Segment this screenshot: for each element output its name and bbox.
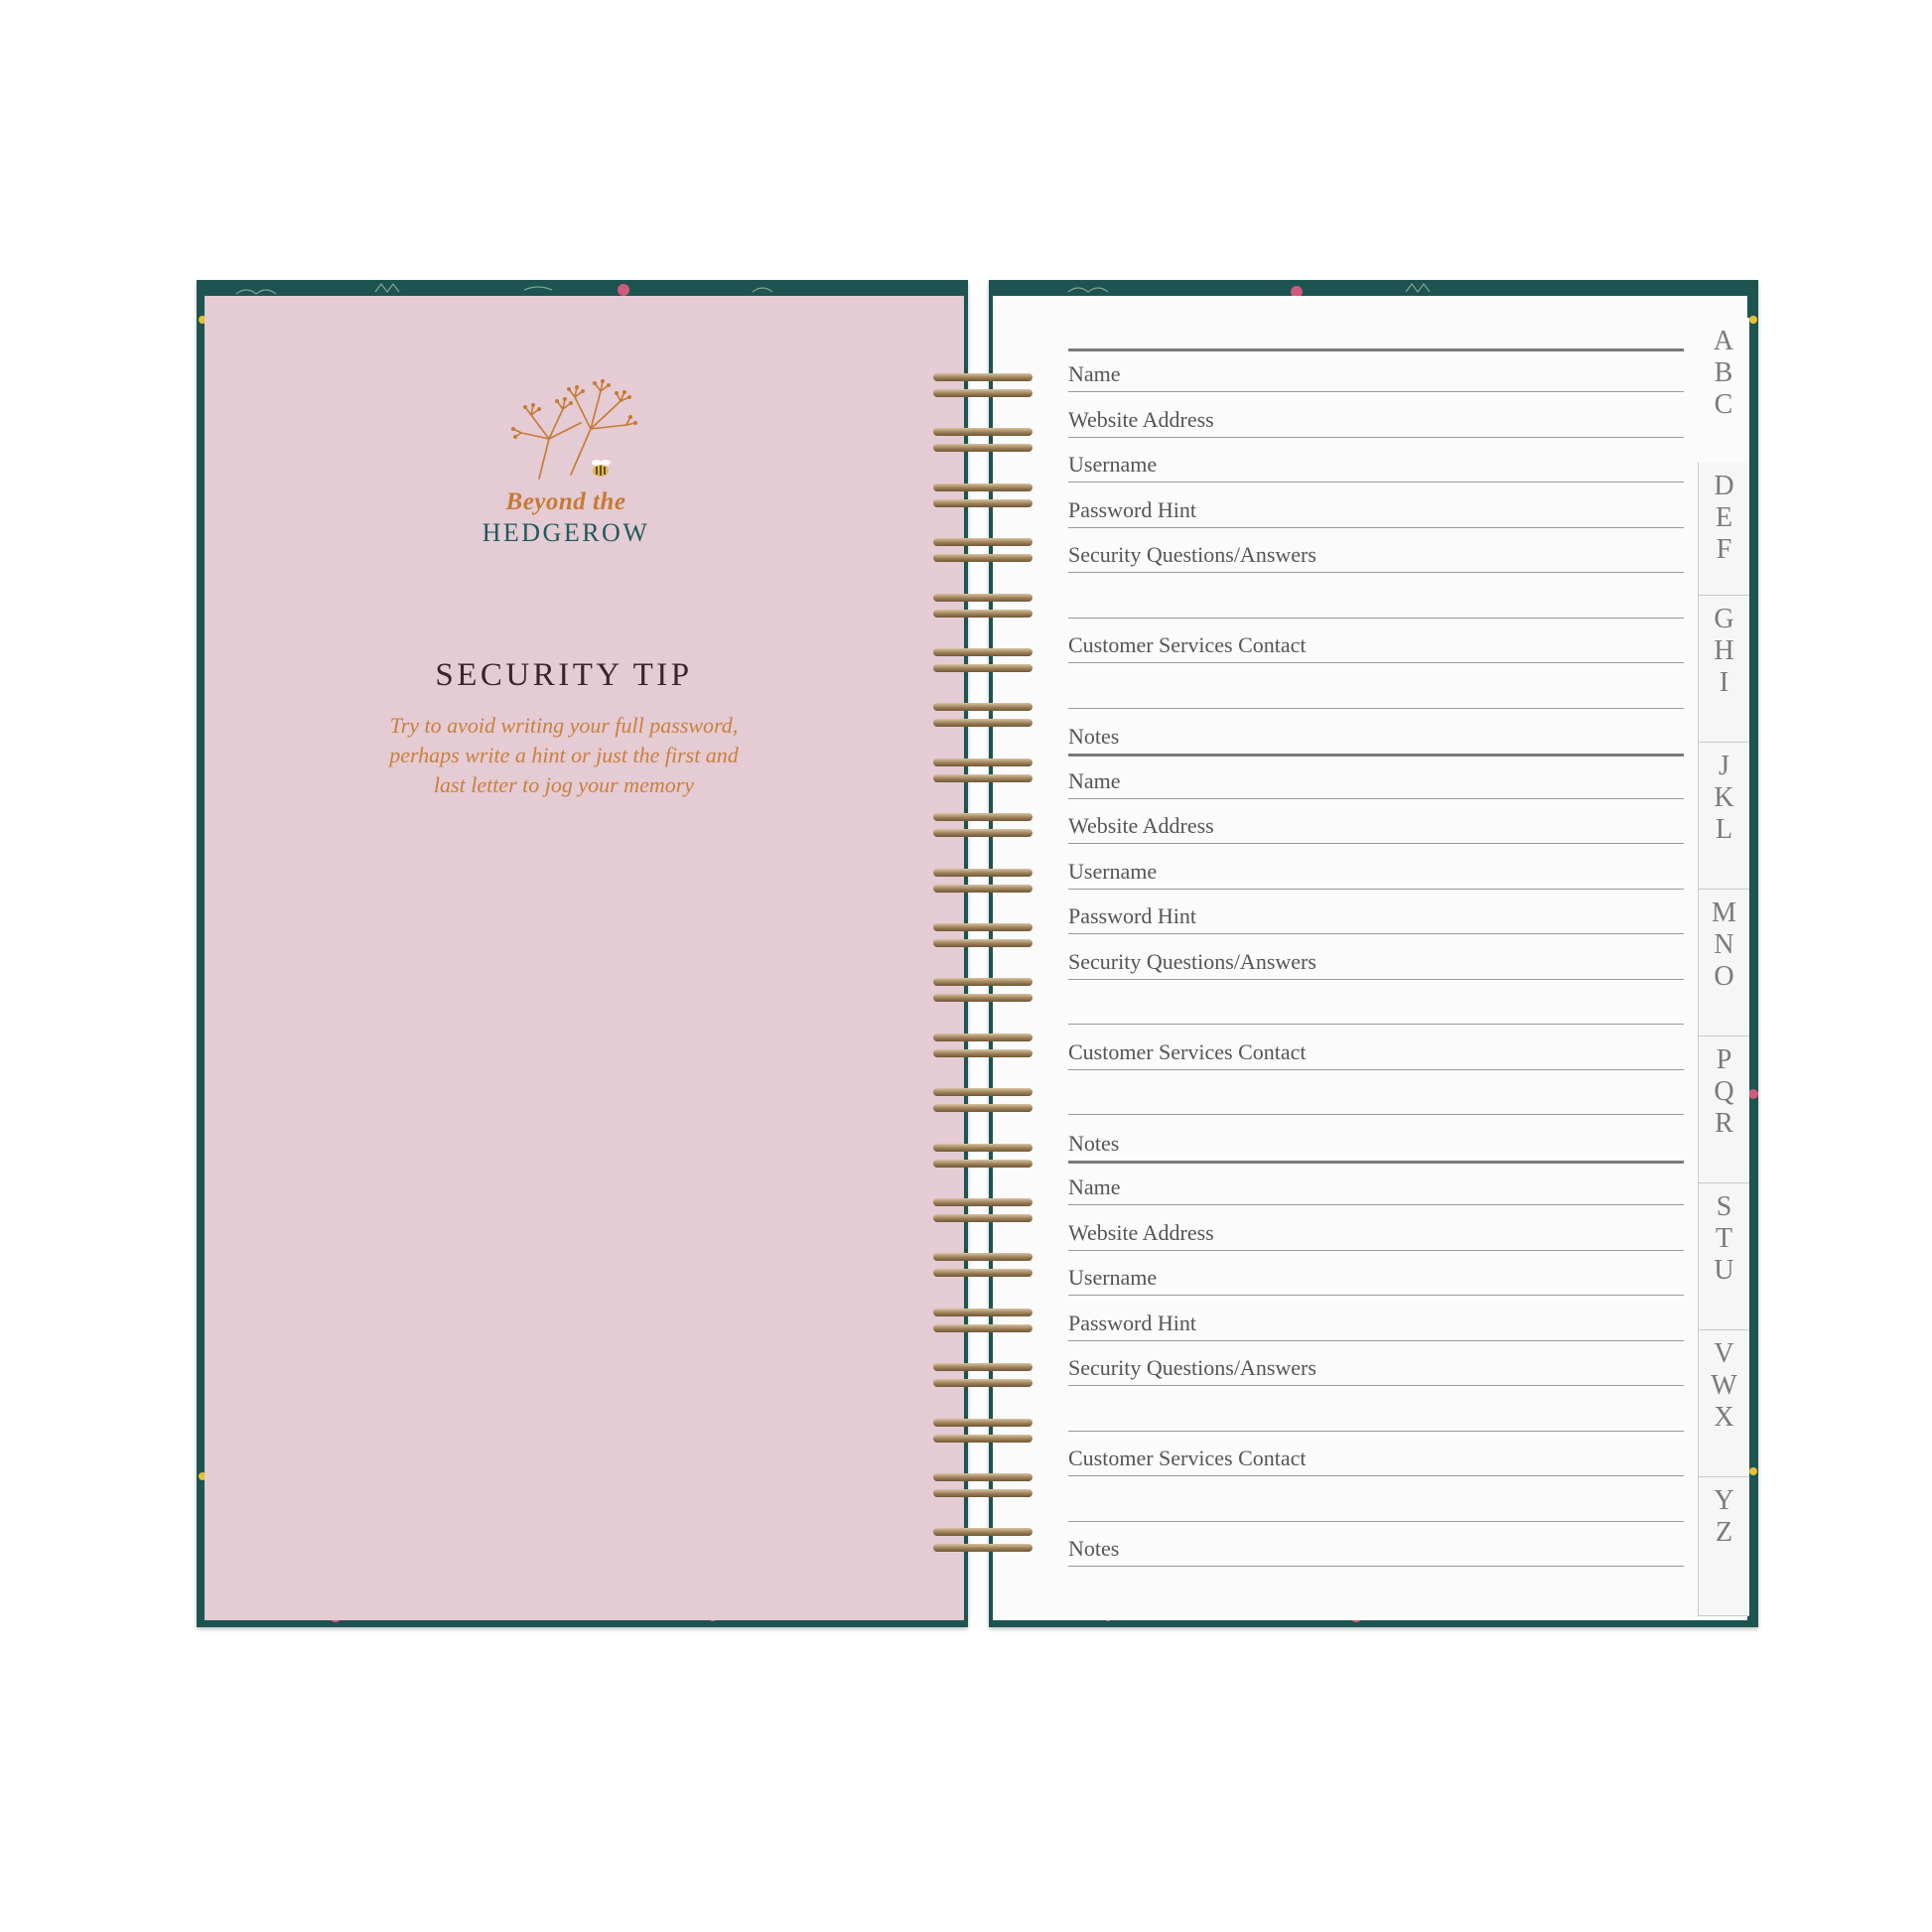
spiral-coil (933, 1544, 1033, 1552)
field-label: Website Address (1068, 813, 1214, 838)
field-label: Customer Services Contact (1068, 1038, 1307, 1064)
field-label: Password Hint (1068, 1310, 1196, 1335)
field-password-hint[interactable] (1068, 890, 1684, 935)
field-blank-line[interactable] (1068, 980, 1684, 1026)
field-security-questions[interactable] (1068, 1341, 1684, 1387)
security-tip-body: Try to avoid writing your full password, perhaps write a hint or just the first and last letter to jog your memory (389, 713, 739, 797)
tab-vwx[interactable] (1698, 1330, 1749, 1477)
spiral-coil (933, 1363, 1033, 1371)
tab-ghi[interactable] (1698, 596, 1749, 743)
tab-label: D E F (1714, 471, 1734, 565)
spiral-coil (933, 648, 1033, 656)
spiral-binding (933, 373, 1033, 1565)
spiral-coil (933, 1473, 1033, 1481)
field-label: Security Questions/Answers (1068, 1355, 1316, 1380)
field-label: Notes (1068, 1130, 1120, 1156)
tab-label: S T U (1714, 1191, 1734, 1286)
field-customer-services[interactable] (1068, 1025, 1684, 1070)
spiral-coil (933, 373, 1033, 381)
field-blank-line[interactable] (1068, 573, 1684, 619)
spiral-coil (933, 1144, 1033, 1152)
spiral-coil (933, 774, 1033, 782)
field-label: Username (1068, 1265, 1158, 1290)
spiral-coil (933, 939, 1033, 947)
spiral-coil (933, 483, 1033, 491)
spiral-coil (933, 610, 1033, 618)
field-label: Password Hint (1068, 903, 1196, 928)
field-label: Security Questions/Answers (1068, 542, 1316, 567)
logo-text-line1: Beyond the (505, 488, 626, 515)
spiral-coil (933, 978, 1033, 986)
field-security-questions[interactable] (1068, 528, 1684, 574)
spiral-coil (933, 1309, 1033, 1316)
spiral-coil (933, 1419, 1033, 1427)
password-log-form (1068, 348, 1684, 1567)
bee-icon (592, 460, 611, 477)
spiral-coil (933, 759, 1033, 766)
tab-label: Y Z (1714, 1485, 1734, 1548)
spiral-coil (933, 1088, 1033, 1096)
spiral-coil (933, 1198, 1033, 1206)
field-username[interactable] (1068, 438, 1684, 483)
tab-label: G H I (1714, 604, 1734, 698)
field-password-hint[interactable] (1068, 1296, 1684, 1341)
security-tip-title: SECURITY TIP (435, 657, 693, 693)
spiral-coil (933, 923, 1033, 931)
spiral-coil (933, 554, 1033, 562)
spiral-coil (933, 1034, 1033, 1041)
spiral-coil (933, 538, 1033, 546)
spiral-coil (933, 1214, 1033, 1222)
field-label: Website Address (1068, 406, 1214, 432)
field-label: Username (1068, 858, 1158, 884)
field-label: Notes (1068, 1536, 1120, 1561)
spiral-coil (933, 829, 1033, 837)
spiral-coil (933, 994, 1033, 1002)
spiral-coil (933, 869, 1033, 877)
spiral-coil (933, 1253, 1033, 1261)
field-label: Notes (1068, 724, 1120, 749)
field-notes[interactable] (1068, 1522, 1684, 1568)
spiral-coil (933, 813, 1033, 821)
spiral-coil (933, 703, 1033, 711)
field-password-hint[interactable] (1068, 483, 1684, 528)
cow-parsley-icon (452, 375, 680, 484)
field-website-address[interactable] (1068, 1205, 1684, 1251)
field-security-questions[interactable] (1068, 934, 1684, 980)
tab-label: P Q R (1714, 1044, 1734, 1139)
spiral-coil (933, 1489, 1033, 1497)
spiral-coil (933, 885, 1033, 893)
spiral-coil (933, 1104, 1033, 1112)
field-customer-services[interactable] (1068, 1432, 1684, 1477)
field-name[interactable] (1068, 1161, 1684, 1206)
spiral-coil (933, 1160, 1033, 1168)
field-label: Customer Services Contact (1068, 632, 1307, 657)
field-blank-line[interactable] (1068, 1070, 1684, 1116)
field-blank-line[interactable] (1068, 1476, 1684, 1522)
spiral-coil (933, 1049, 1033, 1057)
field-customer-services[interactable] (1068, 619, 1684, 664)
tab-label: V W X (1711, 1338, 1737, 1433)
field-label: Name (1068, 767, 1121, 793)
field-label: Website Address (1068, 1219, 1214, 1245)
field-blank-line[interactable] (1068, 663, 1684, 709)
field-username[interactable] (1068, 1251, 1684, 1297)
spiral-coil (933, 389, 1033, 397)
field-name[interactable] (1068, 754, 1684, 799)
field-notes[interactable] (1068, 1115, 1684, 1161)
tab-pqr[interactable] (1698, 1036, 1749, 1183)
spiral-coil (933, 428, 1033, 436)
spiral-coil (933, 1269, 1033, 1277)
spiral-coil (933, 1324, 1033, 1332)
spiral-coil (933, 664, 1033, 672)
spiral-coil (933, 444, 1033, 452)
spiral-coil (933, 1528, 1033, 1536)
spiral-coil (933, 1379, 1033, 1387)
spiral-coil (933, 1435, 1033, 1443)
tab-stu[interactable] (1698, 1183, 1749, 1330)
field-label: Security Questions/Answers (1068, 948, 1316, 974)
field-label: Name (1068, 1174, 1121, 1199)
spiral-coil (933, 594, 1033, 602)
field-notes[interactable] (1068, 709, 1684, 755)
field-label: Name (1068, 361, 1121, 386)
tab-label: M N O (1712, 897, 1736, 992)
field-website-address[interactable] (1068, 392, 1684, 438)
spiral-coil (933, 499, 1033, 507)
tab-yz[interactable] (1698, 1477, 1749, 1616)
tab-label: A B C (1713, 326, 1734, 420)
tab-def[interactable] (1698, 463, 1749, 596)
field-blank-line[interactable] (1068, 1386, 1684, 1432)
tab-abc[interactable] (1698, 318, 1749, 463)
brand-logo (452, 375, 680, 554)
logo-text-line2: HEDGEROW (482, 518, 650, 547)
tab-mno[interactable] (1698, 890, 1749, 1036)
field-name[interactable] (1068, 348, 1684, 392)
field-label: Username (1068, 452, 1158, 477)
tab-label: J K L (1714, 751, 1734, 845)
field-username[interactable] (1068, 844, 1684, 890)
spiral-coil (933, 719, 1033, 727)
field-label: Password Hint (1068, 496, 1196, 522)
field-label: Customer Services Contact (1068, 1446, 1307, 1470)
field-website-address[interactable] (1068, 799, 1684, 845)
tab-jkl[interactable] (1698, 743, 1749, 890)
